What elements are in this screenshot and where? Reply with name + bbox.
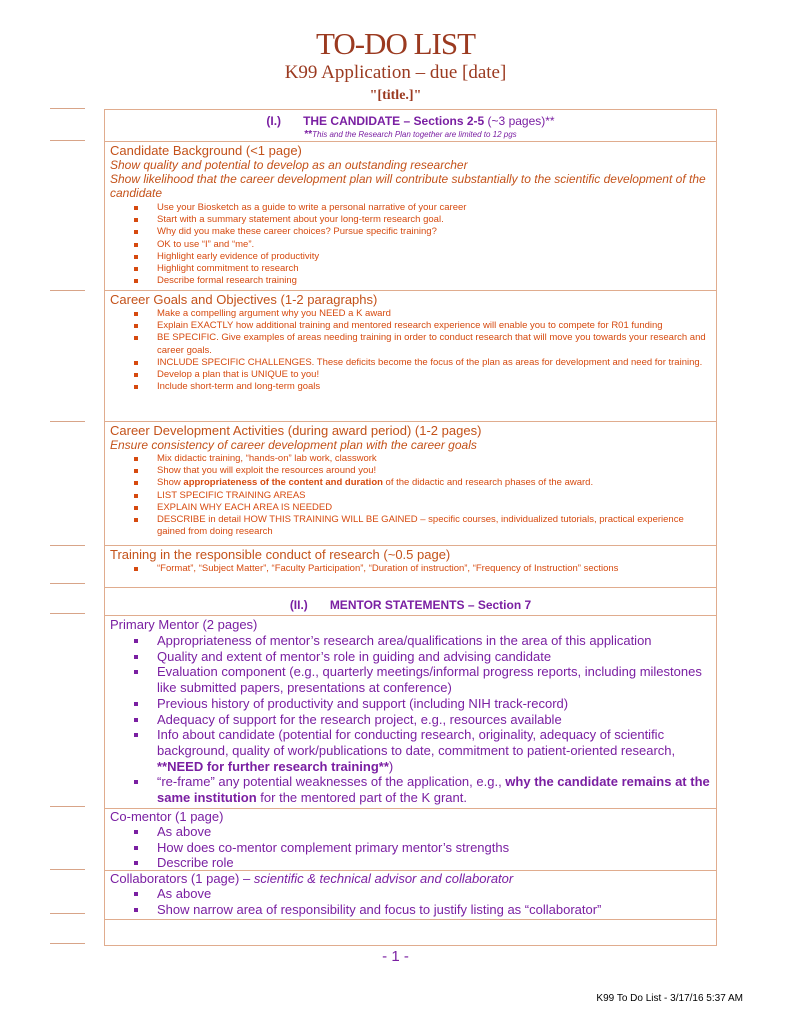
list-item: Show that you will exploit the resources around you!: [110, 465, 712, 477]
checkbox-line[interactable]: [50, 421, 85, 422]
list-item: Start with a summary statement about your long-term research goal.: [110, 214, 712, 226]
item-emphasis: **NEED for further research training**: [157, 758, 389, 774]
block-heading: Co-mentor (1 page): [110, 809, 224, 824]
section-1-note: [104, 129, 717, 140]
list-item: [110, 727, 712, 774]
section-number: (I.): [266, 114, 282, 128]
block-heading: Candidate Background (<1 page): [110, 143, 302, 158]
item-text: of the didactic and research phases of the award.: [382, 477, 594, 489]
bullet-list: [110, 824, 712, 871]
list-item: LIST SPECIFIC TRAINING AREAS: [110, 490, 712, 502]
checkbox-line[interactable]: [50, 869, 85, 870]
note-marker: **: [304, 129, 313, 140]
list-item: OK to use “I” and “me”.: [110, 239, 712, 251]
list-item: Explain EXACTLY how additional training and mentored research experience will enable you to compete for R01 funding: [110, 320, 712, 332]
checkbox-line[interactable]: [50, 913, 85, 914]
list-item: Use your Biosketch as a guide to write a personal narrative of your career: [110, 202, 712, 214]
checkbox-line[interactable]: [50, 108, 85, 109]
row-divider: [104, 290, 717, 291]
item-text: “re-frame” any potential weaknesses of the application, e.g.,: [157, 774, 506, 790]
section-number: (II.): [289, 598, 308, 612]
block-subheading: Show quality and potential to develop as an outstanding researcher: [110, 158, 468, 172]
section-heading-bold: THE CANDIDATE – Sections 2-5: [303, 114, 485, 128]
bullet-list: [110, 202, 712, 287]
bullet-list: [110, 563, 712, 575]
checkbox-line[interactable]: [50, 806, 85, 807]
item-text: for the mentored part of the K grant.: [256, 790, 467, 806]
list-item: “Format”, “Subject Matter”, “Faculty Participation”, “Duration of instruction”, “Frequency of Instruction” sections: [110, 563, 712, 575]
list-item: BE SPECIFIC. Give examples of areas needing training in order to conduct research that will move you towards your research and career goals.: [110, 332, 712, 356]
item-emphasis: appropriateness of the content and duration: [183, 477, 383, 489]
checkbox-line[interactable]: [50, 290, 85, 291]
row-divider: [104, 587, 717, 588]
candidate-background-block: [110, 143, 712, 287]
collaborators-block: [110, 871, 712, 917]
list-item: Quality and extent of mentor’s role in guiding and advising candidate: [110, 649, 712, 665]
list-item: Describe role: [110, 855, 712, 871]
bullet-list: [110, 633, 712, 806]
list-item: As above: [110, 886, 712, 902]
list-item: [110, 477, 712, 489]
primary-mentor-block: [110, 617, 712, 806]
list-item: Appropriateness of mentor’s research area/qualifications in the area of this application: [110, 633, 712, 649]
section-2-heading: [104, 598, 717, 612]
list-item: Show narrow area of responsibility and focus to justify listing as “collaborator”: [110, 902, 712, 918]
list-item: Make a compelling argument why you NEED a K award: [110, 308, 712, 320]
list-item: Describe formal research training: [110, 275, 712, 287]
note-text: This and the Research Plan together are limited to 12 pgs: [312, 130, 517, 139]
block-heading: [110, 871, 712, 886]
section-1-heading: [104, 114, 717, 128]
heading-italic: scientific & technical advisor and collaborator: [253, 871, 514, 886]
list-item: Mix didactic training, “hands-on” lab work, classwork: [110, 453, 712, 465]
list-item: DESCRIBE in detail HOW THIS TRAINING WILL BE GAINED – specific courses, individualized tutorials, practical experience gained from doing research: [110, 514, 712, 538]
block-subheading: Show likelihood that the career development plan will contribute substantially to the scientific development of the candidate: [110, 172, 706, 200]
page-number: - 1 -: [382, 948, 409, 965]
item-text: Show: [157, 477, 184, 489]
page-title: TO-DO LIST: [315, 26, 476, 61]
career-goals-block: [110, 292, 712, 393]
footer-text: K99 To Do List - 3/17/16 5:37 AM: [596, 993, 743, 1004]
item-text: ): [388, 758, 394, 774]
list-item: Highlight early evidence of productivity: [110, 251, 712, 263]
list-item: Highlight commitment to research: [110, 263, 712, 275]
block-heading: Career Development Activities (during award period) (1-2 pages): [110, 423, 482, 438]
block-subheading: Ensure consistency of career development plan with the career goals: [110, 438, 477, 452]
checkbox-line[interactable]: [50, 545, 85, 546]
co-mentor-block: [110, 809, 712, 871]
checkbox-line[interactable]: [50, 140, 85, 141]
section-heading-bold: MENTOR STATEMENTS – Section 7: [329, 598, 532, 612]
document-title-placeholder: "[title.]": [369, 88, 422, 103]
list-item: Why did you make these career choices? Pursue specific training?: [110, 226, 712, 238]
row-divider: [104, 141, 717, 142]
list-item: Adequacy of support for the research project, e.g., resources available: [110, 712, 712, 728]
row-divider: [104, 421, 717, 422]
checkbox-line[interactable]: [50, 613, 85, 614]
checkbox-line[interactable]: [50, 583, 85, 584]
bullet-list: [110, 308, 712, 393]
list-item: Include short-term and long-term goals: [110, 381, 712, 393]
row-divider: [104, 545, 717, 546]
bullet-list: [110, 453, 712, 538]
row-divider: [104, 615, 717, 616]
block-heading: Career Goals and Objectives (1-2 paragraphs): [110, 292, 378, 307]
row-divider: [104, 919, 717, 920]
block-heading: Training in the responsible conduct of research (~0.5 page): [110, 547, 451, 562]
list-item: Develop a plan that is UNIQUE to you!: [110, 369, 712, 381]
responsible-conduct-block: [110, 547, 712, 575]
item-text: Info about candidate (potential for conducting research, originality, adequacy of scientific background, quality of work/publications to date, commitment to patient-oriented research,: [157, 727, 676, 758]
bullet-list: [110, 886, 712, 917]
list-item: [110, 774, 712, 805]
list-item: INCLUDE SPECIFIC CHALLENGES. These deficits become the focus of the plan as areas for development and need for training.: [110, 357, 712, 369]
list-item: As above: [110, 824, 712, 840]
list-item: Previous history of productivity and support (including NIH track-record): [110, 696, 712, 712]
section-heading-tail: (~3 pages)**: [484, 114, 555, 128]
list-item: Evaluation component (e.g., quarterly meetings/informal progress reports, including milestones like submitted papers, presentations at conference): [110, 664, 712, 695]
list-item: EXPLAIN WHY EACH AREA IS NEEDED: [110, 502, 712, 514]
list-item: How does co-mentor complement primary mentor’s strengths: [110, 840, 712, 856]
item-emphasis: why the candidate remains at the same institution: [157, 774, 710, 806]
heading-text: Collaborators (1 page) –: [110, 871, 254, 886]
block-heading: Primary Mentor (2 pages): [110, 617, 258, 632]
checkbox-line[interactable]: [50, 943, 85, 944]
page-subtitle: K99 Application – due [date]: [284, 62, 507, 83]
career-development-block: [110, 423, 712, 538]
